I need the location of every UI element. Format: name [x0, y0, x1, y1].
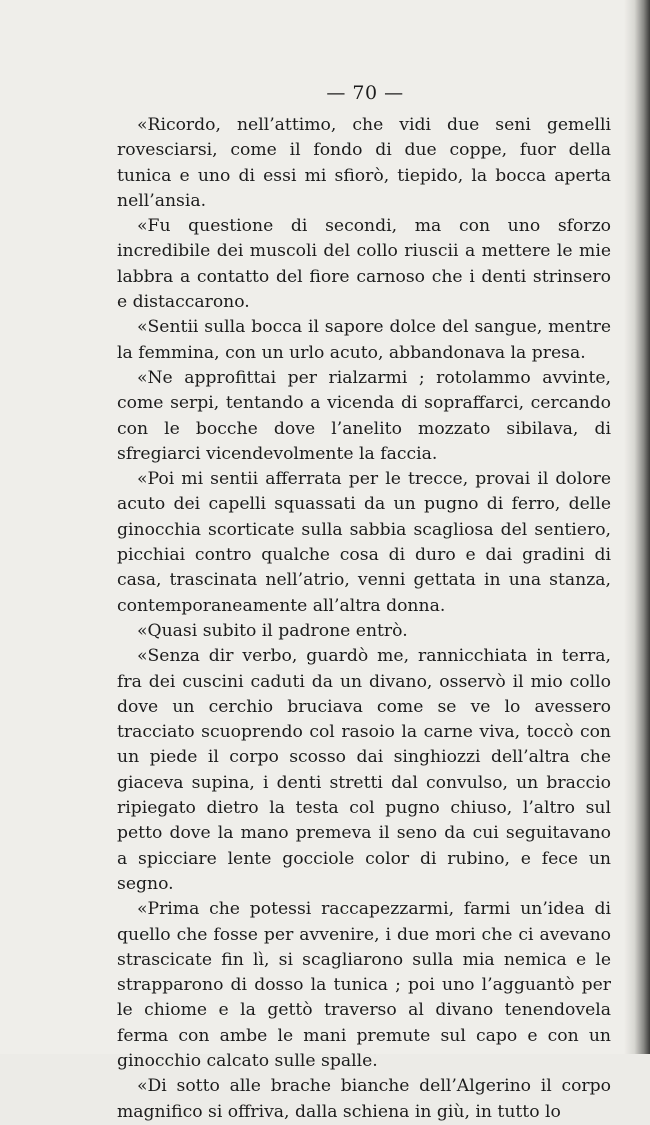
paragraph: «Prima che potessi raccapezzarmi, farmi un’idea di quello che fosse per avvenire, i due mori che ci avevano strascicate fin lì, si scagliarono sulla mia nemica e le strapparono di dosso la tunica ; poi uno l’agguantò per le chiome e la gettò traverso al divano tenendovela ferma con ambe le mani premute sul capo e con un ginocchio calcato sulle spalle. [117, 899, 611, 1071]
paragraph: «Senza dir verbo, guardò me, rannicchiata in terra, fra dei cuscini caduti da un divano, osservò il mio collo dove un cerchio bruciava come se ve lo avessero tracciato scuoprendo col rasoio la carne viva, toccò con un piede il corpo scosso dai singhiozzi dell’altra che giaceva supina, i denti stretti dal convulso, un braccio ripiegato dietro la testa col pugno chiuso, l’altro sul petto dove la mano premeva il seno da cui seguitavano a spicciare lente gocciole color di rubino, e fece un segno. [117, 646, 611, 894]
paragraph: «Ne approfittai per rialzarmi ; rotolammo avvinte, come serpi, tentando a vicenda di sopraffarci, cercando con le bocche dove l’anelito mozzato sibilava, di sfregiarci vicendevolmente la faccia. [117, 367, 611, 464]
paragraph: «Sentii sulla bocca il sapore dolce del sangue, mentre la femmina, con un urlo acuto, abbandonava la presa. [117, 317, 611, 363]
paragraph: «Poi mi sentii afferrata per le trecce, provai il dolore acuto dei capelli squassati da un pugno di ferro, delle ginocchia scorticate sulla sabbia scagliosa del sentiero, picchiai contro qualche cosa di duro e dai gradini di casa, trascinata nell’atrio, venni gettata in una stanza, contemporaneamente all’altra donna. [117, 469, 611, 616]
body-text [117, 113, 611, 1125]
paragraph: «Quasi subito il padrone entrò. [137, 620, 408, 641]
paragraph: «Di sotto alle brache bianche dell’Algerino il corpo magnifico si offriva, dalla schiena in giù, in tutto lo [117, 1076, 611, 1122]
paragraph: «Ricordo, nell’attimo, che vidi due seni gemelli rovesciarsi, come il fondo di due coppe, fuor della tunica e uno di essi mi sfiorò, tiepido, la bocca aperta nell’ansia. [117, 115, 611, 211]
paragraph: «Fu questione di secondi, ma con uno sforzo incredibile dei muscoli del collo riuscii a mettere le mie labbra a contatto del fiore carnoso che i denti strinsero e distaccarono. [117, 216, 611, 313]
page-number: — 70 — [326, 82, 404, 104]
page-binding-edge [624, 0, 650, 1054]
